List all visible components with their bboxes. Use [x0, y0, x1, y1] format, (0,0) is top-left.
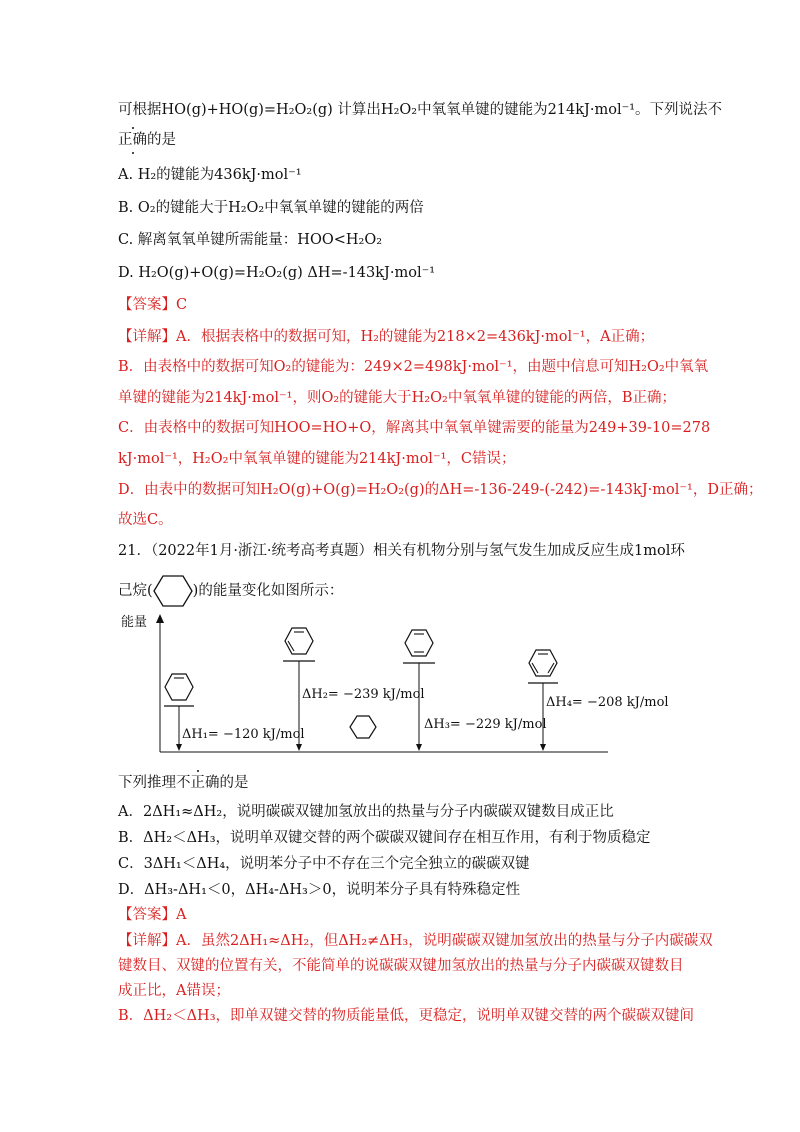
q20-option-d: D. H₂O(g)+O(g)=H₂O₂(g) ΔH=-143kJ·mol⁻¹ — [118, 265, 436, 281]
energy-diagram — [118, 610, 669, 760]
axis-arrow-icon — [156, 614, 164, 623]
cyclohexadiene-13-icon — [285, 628, 313, 654]
emphasis-mark: 正确 — [118, 132, 147, 148]
cyclohexadiene-14-icon — [405, 630, 433, 656]
q20-stem-line2: 正确的是 — [118, 132, 176, 148]
q21-prompt: 下列推理不正确的是 — [118, 775, 249, 791]
q21-option-d: D．ΔH₃-ΔH₁＜0，ΔH₄-ΔH₃＞0，说明苯分子具有特殊稳定性 — [118, 882, 521, 898]
q20-explain-5: kJ·mol⁻¹，H₂O₂中氧氧单键的键能为214kJ·mol⁻¹，C错误； — [118, 451, 516, 467]
cyclohexene-icon — [165, 674, 193, 700]
arrow-head-icon — [540, 744, 546, 751]
label-dh1: ΔH₁= −120 kJ/mol — [182, 727, 305, 742]
q21-explain-2: 键数目、双键的位置有关，不能简单的说碳碳双键加氢放出的热量与分子内碳碳双键数目 — [118, 958, 684, 974]
benzene-icon — [529, 650, 557, 676]
q20-answer: 【答案】C — [118, 297, 188, 313]
q20-explain-6: D．由表中的数据可知H₂O(g)+O(g)=H₂O₂(g)的ΔH=-136-249-(-242)=-143kJ·mol⁻¹，D正确； — [118, 482, 763, 498]
q20-option-b: B. O₂的键能大于H₂O₂中氧氧单键的键能的两倍 — [118, 200, 424, 216]
q21-stem-line1: 21．（2022年1月·浙江·统考高考真题）相关有机物分别与氢气发生加成反应生成1mol环 — [118, 543, 685, 559]
arrow-head-icon — [416, 744, 422, 751]
cyclohexane-product-icon — [350, 716, 376, 738]
q20-option-c: C. 解离氧氧单键所需能量：HOO<H₂O₂ — [118, 232, 383, 248]
label-dh3: ΔH₃= −229 kJ/mol — [424, 717, 547, 732]
q20-explain-2: B．由表格中的数据可知O₂的键能为：249×2=498kJ·mol⁻¹，由题中信息可知H₂O₂中氧氧 — [118, 359, 709, 375]
q20-option-a: A. H₂的键能为436kJ·mol⁻¹ — [118, 167, 302, 183]
q21-explain-3: 成正比，A错误； — [118, 983, 230, 999]
q21-stem-line2: 己烷( )的能量变化如图所示： — [118, 574, 343, 608]
q20-explain-4: C．由表格中的数据可知HOO=HO+O，解离其中氧氧单键需要的能量为249+39-10=278 — [118, 420, 711, 436]
q20-explain-1: 【详解】A．根据表格中的数据可知，H₂的键能为218×2=436kJ·mol⁻¹，A正确； — [118, 329, 655, 345]
label-dh4: ΔH₄= −208 kJ/mol — [546, 695, 669, 710]
q21-option-a: A．2ΔH₁≈ΔH₂，说明碳碳双键加氢放出的热量与分子内碳碳双键数目成正比 — [118, 804, 614, 820]
emphasis-mark: 不正确 — [176, 775, 220, 791]
q20-stem-line1: 可根据HO(g)+HO(g)=H₂O₂(g) 计算出H₂O₂中氧氧单键的键能为214kJ·mol⁻¹。下列说法不 — [118, 102, 723, 118]
q21-option-b: B．ΔH₂＜ΔH₃，说明单双键交替的两个碳碳双键间存在相互作用，有利于物质稳定 — [118, 830, 651, 846]
cyclohexane-icon — [153, 574, 193, 608]
q20-explain-3: 单键的键能为214kJ·mol⁻¹，则O₂的键能大于H₂O₂中氧氧单键的键能的两倍，B正确； — [118, 390, 676, 406]
energy-axis-label: 能量 — [121, 615, 148, 630]
q20-explain-7: 故选C。 — [118, 512, 173, 528]
arrow-head-icon — [296, 744, 302, 751]
arrow-head-icon — [176, 744, 182, 751]
q21-explain-4: B．ΔH₂＜ΔH₃，即单双键交替的物质能量低，更稳定，说明单双键交替的两个碳碳双键间 — [118, 1008, 695, 1024]
q21-option-c: C．3ΔH₁＜ΔH₄，说明苯分子中不存在三个完全独立的碳碳双键 — [118, 856, 530, 872]
q21-explain-1: 【详解】A．虽然2ΔH₁≈ΔH₂，但ΔH₂≠ΔH₃，说明碳碳双键加氢放出的热量与分子内碳碳双 — [118, 933, 713, 949]
label-dh2: ΔH₂= −239 kJ/mol — [302, 687, 425, 702]
q21-answer: 【答案】A — [118, 907, 187, 923]
